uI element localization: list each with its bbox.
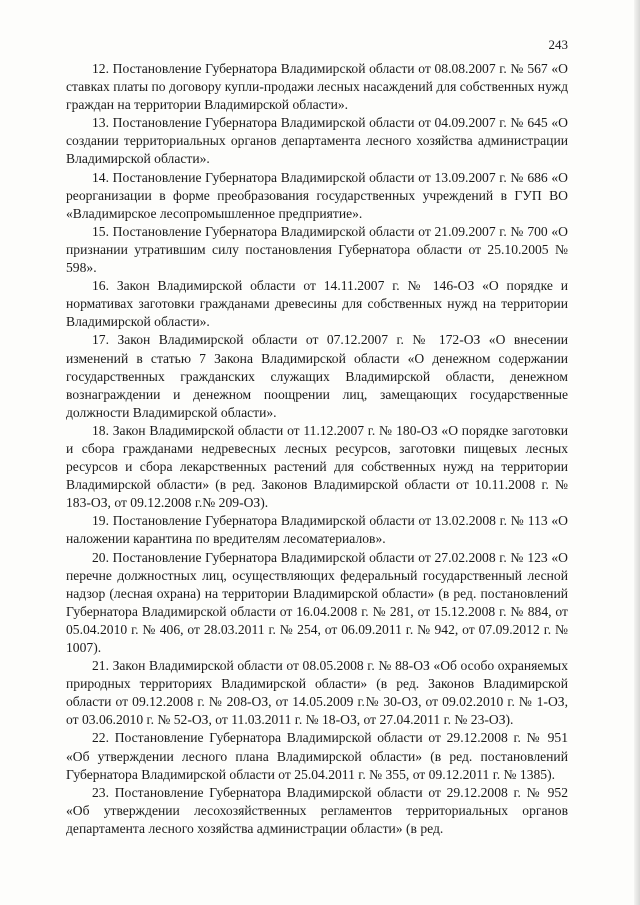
paragraph-15: 15. Постановление Губернатора Владимирской области от 21.09.2007 г. № 700 «О признании утратившим силу постановления Губернатора области от 25.10.2005 № 598». xyxy=(66,223,568,276)
paragraph-12: 12. Постановление Губернатора Владимирской области от 08.08.2007 г. № 567 «О ставках платы по договору купли-продажи лесных насаждений для собственных нужд граждан на территории Владимирской области». xyxy=(66,61,568,113)
paragraph-19: 19. Постановление Губернатора Владимирской области от 13.02.2008 г. № 113 «О наложении карантина по вредителям лесоматериалов». xyxy=(66,513,568,547)
page-edge-shadow xyxy=(634,0,640,905)
document-body xyxy=(66,60,568,838)
paragraph-20: 20. Постановление Губернатора Владимирской области от 27.02.2008 г. № 123 «О перечне должностных лиц, осуществляющих федеральный государственный лесной надзор (лесная охрана) на территории Владимирской области» (в ред. постановлений Губернатора Владимирской области от 16.04.2008 г. № 281, от 15.12.2008 г. № 884, от 05.04.2010 г. № 406, от 28.03.2011 г. № 254, от 06.09.2011 г. № 942, от 07.09.2012 г. № 1007). xyxy=(66,549,568,655)
paragraph-21: 21. Закон Владимирской области от 08.05.2008 г. № 88-ОЗ «Об особо охраняемых природных территориях Владимирской области» (в ред. Законов Владимирской области от 09.12.2008 г. № 208-ОЗ, от 14.05.2009 г.№ 30-ОЗ, от 09.02.2010 г. № 1-ОЗ, от 03.06.2010 г. № 52-ОЗ, от 11.03.2011 г. № 18-ОЗ, от 27.04.2011 г. № 23-ОЗ). xyxy=(66,658,568,728)
paragraph-16: 16. Закон Владимирской области от 14.11.2007 г. № 146-ОЗ «О порядке и нормативах заготовки гражданами древесины для собственных нужд на территории Владимирской области». xyxy=(66,278,568,330)
paragraph-18: 18. Закон Владимирской области от 11.12.2007 г. № 180-ОЗ «О порядке заготовки и сбора гражданами недревесных лесных ресурсов, заготовки пищевых лесных ресурсов и сбора лекарственных растений для собственных нужд на территории Владимирской области» (в ред. Законов Владимирской области от 10.11.2008 г. № 183-ОЗ, от 09.12.2008 г.№ 209-ОЗ). xyxy=(66,422,568,511)
page-number: 243 xyxy=(548,37,568,52)
paragraph-13: 13. Постановление Губернатора Владимирской области от 04.09.2007 г. № 645 «О создании территориальных органов департамента лесного хозяйства администрации Владимирской области». xyxy=(66,115,568,167)
paragraph-17: 17. Закон Владимирской области от 07.12.2007 г. № 172-ОЗ «О внесении изменений в статью 7 Закона Владимирской области «О денежном содержании государственных гражданских служащих Владимирской области, денежном вознаграждении и денежном поощрении лиц, замещающих государственные должности Владимирской области». xyxy=(66,332,568,420)
paragraph-14: 14. Постановление Губернатора Владимирской области от 13.09.2007 г. № 686 «О реорганизации в форме преобразования государственных учреждений в ГУП ВО «Владимирское лесопромышленное предприятие». xyxy=(66,169,568,221)
paragraph-22: 22. Постановление Губернатора Владимирской области от 29.12.2008 г. № 951 «Об утверждении лесного плана Владимирской области» (в ред. постановлений Губернатора Владимирской области от 25.04.2011 г. № 355, от 09.12.2011 г. № 1385). xyxy=(66,730,568,782)
paragraph-23: 23. Постановление Губернатора Владимирской области от 29.12.2008 г. № 952 «Об утверждении лесохозяйственных регламентов территориальных органов департамента лесного хозяйства администрации области» (в ред. xyxy=(66,784,568,836)
